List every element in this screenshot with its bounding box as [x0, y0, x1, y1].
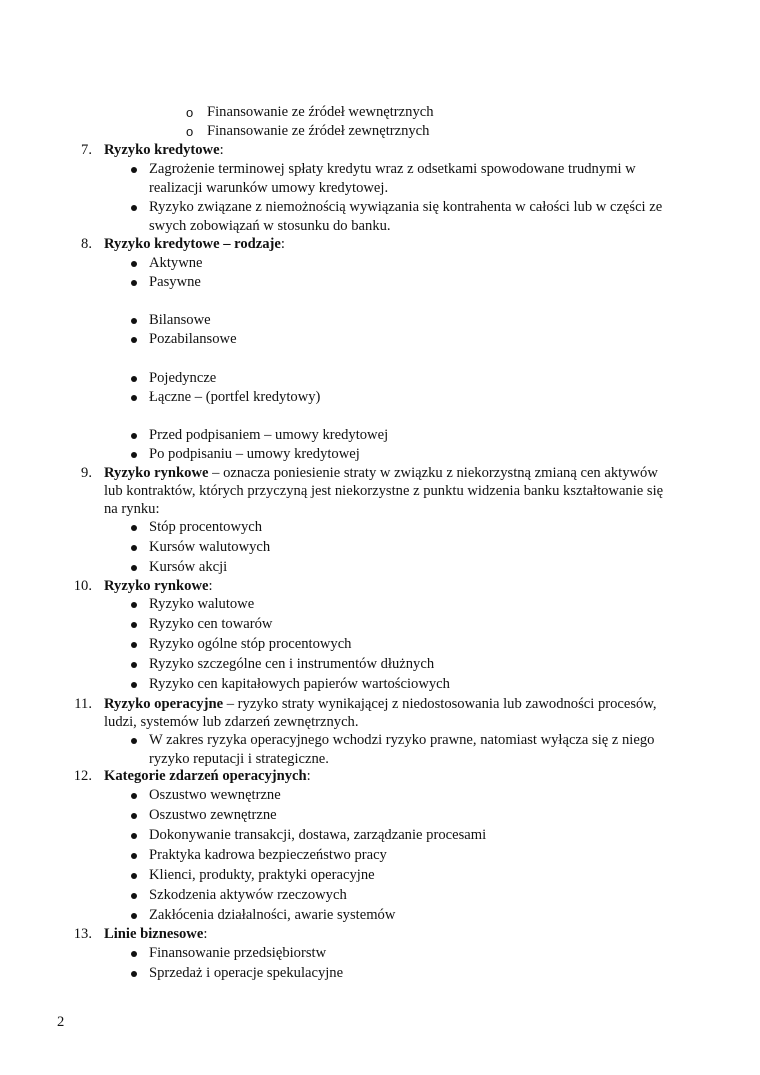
section-title: Ryzyko rynkowe: [104, 465, 209, 481]
sub-item: Finansowanie ze źródeł zewnętrznych: [207, 123, 430, 139]
bullet-icon: [131, 376, 137, 382]
list-item: W zakres ryzyka operacyjnego wchodzi ryzyko prawne, natomiast wyłącza się z niego: [149, 732, 655, 748]
section-title: Ryzyko rynkowe: [104, 578, 209, 594]
bullet-icon: [131, 545, 137, 551]
list-item: Łączne – (portfel kredytowy): [149, 389, 321, 405]
list-item: Ryzyko walutowe: [149, 596, 255, 612]
bullet-icon: [131, 337, 137, 343]
section-title: Kategorie zdarzeń operacyjnych: [104, 768, 307, 784]
list-item: Praktyka kadrowa bezpieczeństwo pracy: [149, 847, 387, 863]
bullet-icon: [131, 738, 137, 744]
list-item: Bilansowe: [149, 312, 211, 328]
bullet-icon: [131, 525, 137, 531]
list-item: Ryzyko cen towarów: [149, 616, 273, 632]
bullet-icon: [131, 873, 137, 879]
list-item: Pasywne: [149, 274, 201, 290]
section-title-suffix: :: [280, 236, 285, 252]
list-item: Ryzyko szczególne cen i instrumentów dłużnych: [149, 656, 435, 672]
list-item: Finansowanie przedsiębiorstw: [149, 945, 327, 961]
section-continuation: ludzi, systemów lub zdarzeń zewnętrznych.: [104, 714, 359, 730]
bullet-icon: [131, 433, 137, 439]
section-number: 12.: [73, 768, 92, 784]
section-number: 8.: [81, 236, 92, 252]
bullet-icon: [131, 971, 137, 977]
bullet-icon: [131, 813, 137, 819]
section-title: Ryzyko kredytowe: [104, 142, 220, 158]
section-title-suffix: – ryzyko straty wynikającej z niedostosowania lub zawodności procesów,: [223, 696, 657, 712]
bullet-icon: [131, 951, 137, 957]
list-item: Oszustwo zewnętrzne: [149, 807, 277, 823]
list-item: Ryzyko ogólne stóp procentowych: [149, 636, 352, 652]
page-number: 2: [57, 1014, 65, 1030]
list-item: Oszustwo wewnętrzne: [149, 787, 281, 803]
list-item: Pojedyncze: [149, 370, 217, 386]
section-number: 13.: [73, 926, 92, 942]
list-item: Kursów walutowych: [149, 539, 271, 555]
list-item: Zakłócenia działalności, awarie systemów: [149, 907, 396, 923]
bullet-icon: [131, 662, 137, 668]
list-item: Przed podpisaniem – umowy kredytowej: [149, 427, 389, 443]
bullet-icon: [131, 913, 137, 919]
section-continuation: lub kontraktów, których przyczyną jest niekorzystne z punktu widzenia banku kształtowanie się: [104, 483, 664, 499]
bullet-icon: [131, 682, 137, 688]
section-title-suffix: :: [203, 926, 208, 942]
section-title: Linie biznesowe: [104, 926, 204, 942]
list-item-continuation: realizacji warunków umowy kredytowej.: [149, 180, 389, 196]
list-item: Zagrożenie terminowej spłaty kredytu wraz z odsetkami spowodowane trudnymi w: [149, 161, 636, 177]
bullet-icon: [131, 602, 137, 608]
bullet-icon: [131, 622, 137, 628]
bullet-icon: [131, 833, 137, 839]
list-item: Pozabilansowe: [149, 331, 237, 347]
bullet-icon: [131, 565, 137, 571]
section-title: Ryzyko operacyjne: [104, 696, 224, 712]
list-item-continuation: swych zobowiązań w stosunku do banku.: [149, 218, 391, 234]
list-item: Klienci, produkty, praktyki operacyjne: [149, 867, 375, 883]
section-heading: [104, 141, 224, 160]
list-item: Ryzyko związane z niemożnością wywiązania się kontrahenta w całości lub w części ze: [149, 199, 663, 215]
section-heading: [104, 925, 207, 944]
list-item: Sprzedaż i operacje spekulacyjne: [149, 965, 344, 981]
section-title-suffix: :: [306, 768, 311, 784]
list-item: Dokonywanie transakcji, dostawa, zarządzanie procesami: [149, 827, 487, 843]
bullet-icon: [131, 395, 137, 401]
bullet-icon: [131, 318, 137, 324]
section-heading: [104, 767, 311, 786]
section-title: Ryzyko kredytowe – rodzaje: [104, 236, 281, 252]
bullet-icon: [131, 205, 137, 211]
section-heading: [104, 577, 213, 596]
list-item: Stóp procentowych: [149, 519, 263, 535]
section-title-suffix: :: [219, 142, 224, 158]
section-heading: [104, 235, 285, 254]
bullet-icon: [131, 793, 137, 799]
bullet-icon: [131, 280, 137, 286]
section-heading: [104, 464, 658, 483]
bullet-icon: [131, 853, 137, 859]
sub-item: Finansowanie ze źródeł wewnętrznych: [207, 104, 434, 120]
section-title-suffix: – oznacza poniesienie straty w związku z niekorzystną zmianą cen aktywów: [208, 465, 658, 481]
section-number: 11.: [74, 696, 92, 712]
list-item: Aktywne: [149, 255, 203, 271]
bullet-icon: [131, 893, 137, 899]
section-heading: [104, 695, 657, 714]
circle-bullet-icon: o: [186, 124, 194, 139]
bullet-icon: [131, 452, 137, 458]
section-continuation: na rynku:: [104, 501, 160, 517]
section-number: 9.: [81, 465, 92, 481]
section-number: 10.: [73, 578, 92, 594]
bullet-icon: [131, 167, 137, 173]
list-item-continuation: ryzyko reputacji i strategiczne.: [149, 751, 329, 767]
list-item: Po podpisaniu – umowy kredytowej: [149, 446, 360, 462]
section-title-suffix: :: [208, 578, 213, 594]
circle-bullet-icon: o: [186, 105, 194, 120]
section-number: 7.: [81, 142, 92, 158]
bullet-icon: [131, 642, 137, 648]
list-item: Ryzyko cen kapitałowych papierów wartościowych: [149, 676, 450, 692]
list-item: Kursów akcji: [149, 559, 228, 575]
bullet-icon: [131, 261, 137, 267]
list-item: Szkodzenia aktywów rzeczowych: [149, 887, 347, 903]
